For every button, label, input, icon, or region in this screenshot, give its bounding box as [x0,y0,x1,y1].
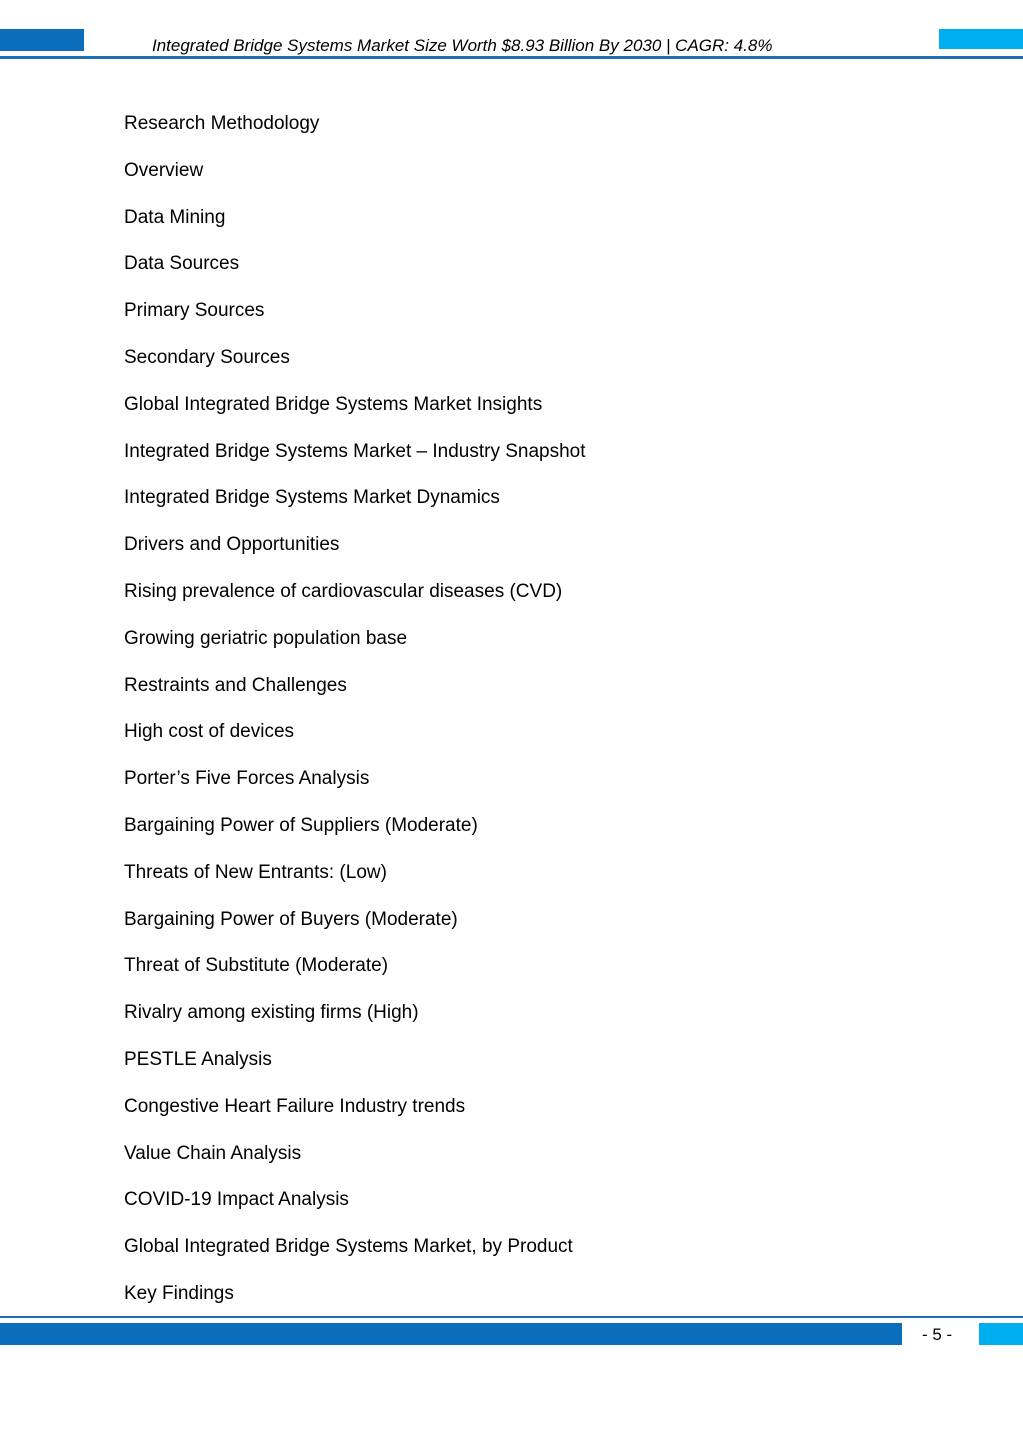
toc-item: Congestive Heart Failure Industry trends [124,1095,466,1117]
toc-item: Threat of Substitute (Moderate) [124,955,389,977]
toc-item: Data Sources [124,253,240,275]
toc-item: Research Methodology [124,113,320,134]
toc-item: COVID-19 Impact Analysis [124,1189,349,1211]
toc-item: Value Chain Analysis [124,1142,302,1164]
footer-accent-right [979,1323,1023,1345]
toc-item: Growing geriatric population base [124,627,408,649]
toc-item: Integrated Bridge Systems Market Dynamics [124,487,500,509]
toc-item: High cost of devices [124,721,295,743]
toc-item: Secondary Sources [124,346,290,368]
toc-item: Primary Sources [124,300,265,322]
toc-item: Rising prevalence of cardiovascular diseases (CVD) [124,580,563,602]
toc-item: Restraints and Challenges [124,674,347,696]
header-accent-left [0,29,84,51]
toc-item: Global Integrated Bridge Systems Market, by Product [124,1236,573,1258]
toc-item: Overview [124,159,204,181]
toc-item: Integrated Bridge Systems Market – Industry Snapshot [124,440,586,462]
toc-item: Global Integrated Bridge Systems Market Insights [124,393,543,415]
table-of-contents [124,110,586,1327]
toc-item: Bargaining Power of Suppliers (Moderate) [124,814,478,836]
footer-accent-bar [0,1323,902,1345]
header-accent-right [939,29,1023,49]
toc-item: PESTLE Analysis [124,1048,272,1070]
page-number: - 5 - [922,1325,953,1344]
toc-item: Bargaining Power of Buyers (Moderate) [124,908,458,930]
toc-item: Key Findings [124,1282,234,1304]
toc-item: Porter’s Five Forces Analysis [124,768,370,790]
page-header-title: Integrated Bridge Systems Market Size Worth $8.93 Billion By 2030 | CAGR: 4.8% [152,36,773,55]
footer-divider [0,1316,1023,1318]
toc-item: Threats of New Entrants: (Low) [124,861,387,883]
header-divider [0,56,1023,59]
toc-item: Drivers and Opportunities [124,534,340,556]
toc-item: Rivalry among existing firms (High) [124,1002,419,1024]
toc-item: Data Mining [124,206,226,228]
